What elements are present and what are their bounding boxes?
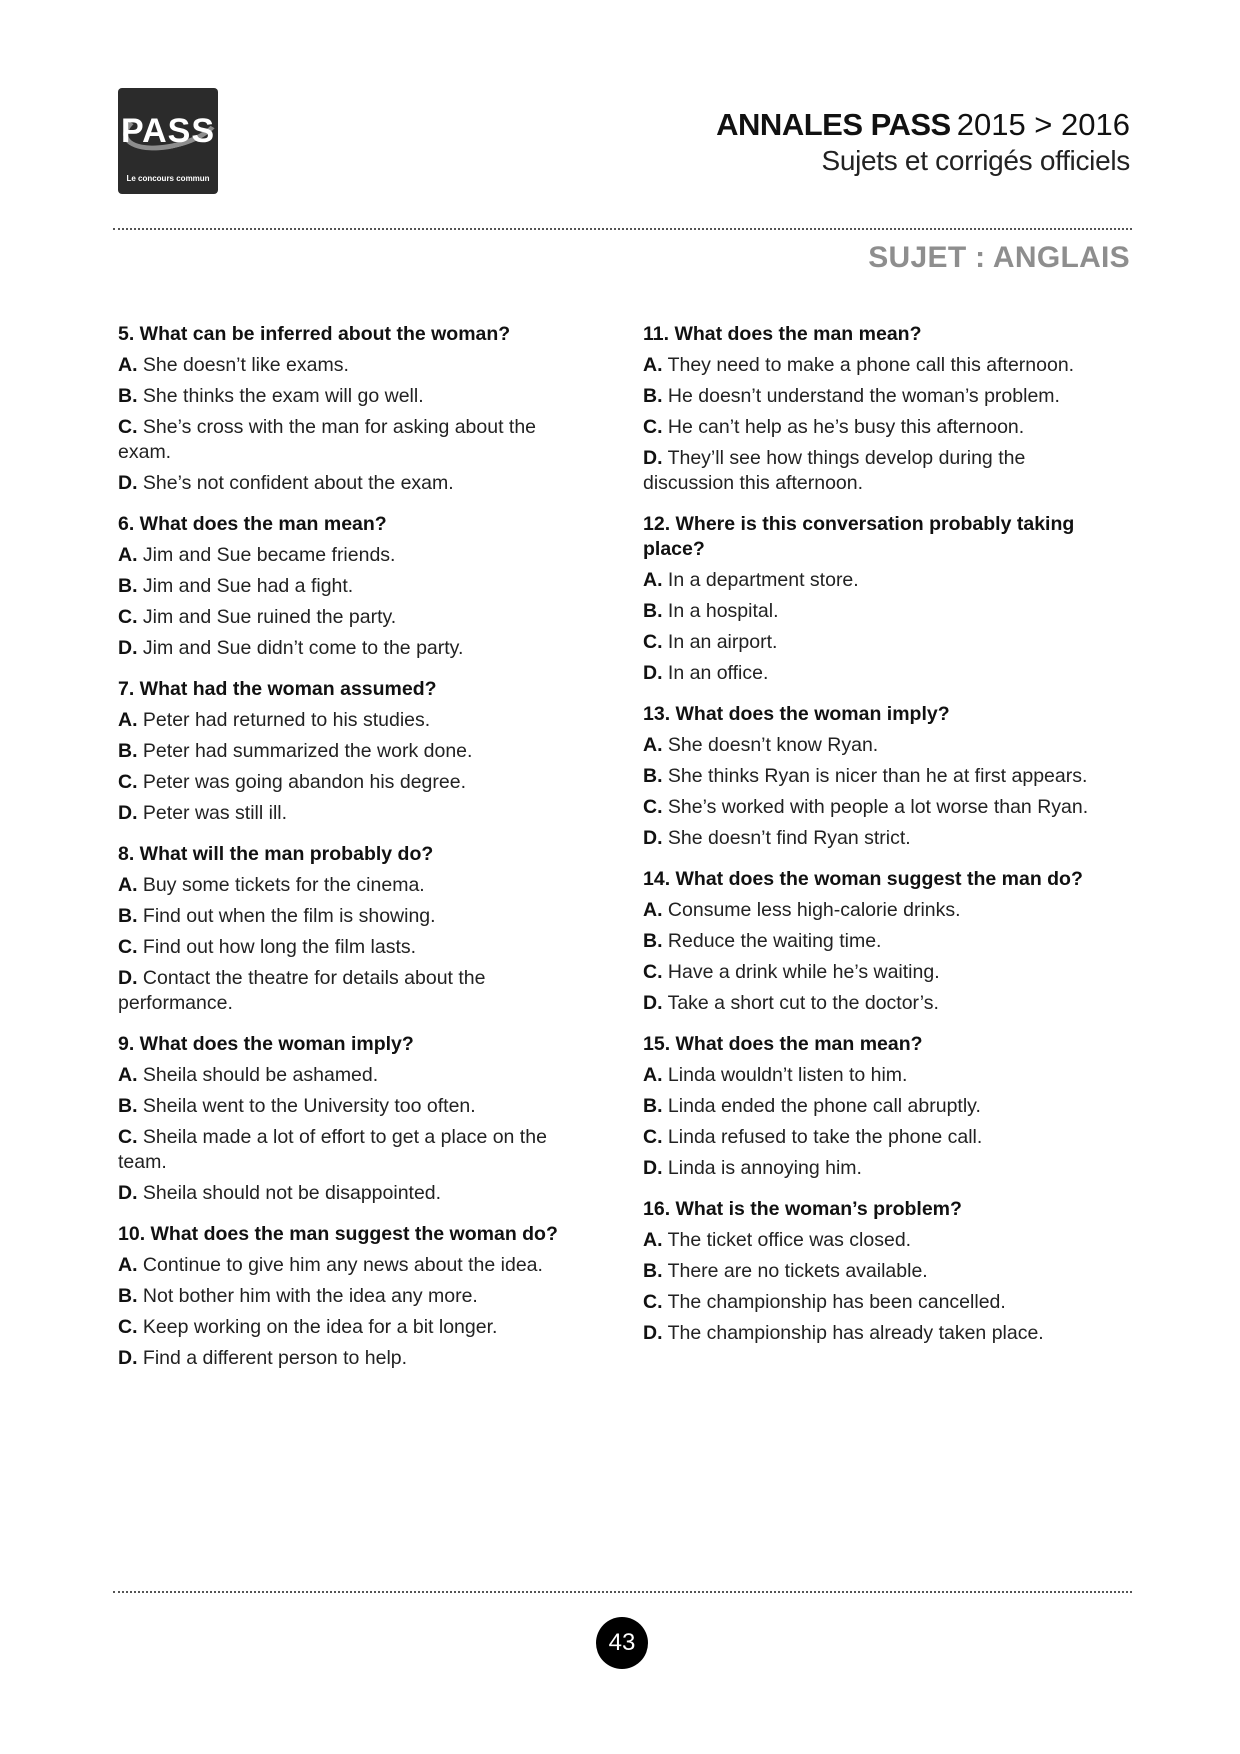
question-text: 9. What does the woman imply? <box>118 1033 414 1055</box>
question-text: 11. What does the man mean? <box>643 323 922 345</box>
option-letter: A. <box>643 569 663 591</box>
option-letter: A. <box>118 1064 138 1086</box>
option-text: She doesn’t find Ryan strict. <box>667 827 911 849</box>
question-block <box>643 322 1113 496</box>
option-text: In a hospital. <box>667 600 779 622</box>
answer-option <box>118 1253 588 1278</box>
option-text: The championship has already taken place. <box>667 1322 1044 1344</box>
answer-option <box>118 966 588 1016</box>
option-letter: A. <box>643 734 663 756</box>
answer-option <box>118 384 588 409</box>
answer-option <box>643 733 1113 758</box>
answer-option <box>643 1063 1113 1088</box>
option-letter: B. <box>643 1095 663 1117</box>
answer-option <box>643 1125 1113 1150</box>
option-text: Continue to give him any news about the idea. <box>142 1254 543 1276</box>
option-letter: D. <box>643 662 663 684</box>
question-text: 6. What does the man mean? <box>118 513 387 535</box>
question-text: 7. What had the woman assumed? <box>118 678 437 700</box>
footer-divider <box>113 1591 1132 1593</box>
question-block <box>118 677 588 826</box>
answer-option <box>118 708 588 733</box>
answer-option <box>643 1259 1113 1284</box>
answer-option <box>118 1346 588 1371</box>
option-letter: A. <box>118 354 138 376</box>
answer-option <box>643 599 1113 624</box>
answer-option <box>118 636 588 661</box>
answer-option <box>643 764 1113 789</box>
option-letter: B. <box>118 1285 138 1307</box>
option-letter: D. <box>643 447 663 469</box>
option-text: He can’t help as he’s busy this afternoon. <box>667 416 1025 438</box>
question-text: 12. Where is this conversation probably taking place? <box>643 513 1075 560</box>
option-letter: B. <box>118 1095 138 1117</box>
answer-option <box>118 415 588 465</box>
option-letter: B. <box>118 740 138 762</box>
question-text: 5. What can be inferred about the woman? <box>118 323 511 345</box>
question-block <box>118 1032 588 1206</box>
option-text: In an airport. <box>667 631 778 653</box>
option-letter: C. <box>643 631 663 653</box>
option-text: The ticket office was closed. <box>667 1229 912 1251</box>
option-letter: D. <box>118 637 138 659</box>
option-letter: C. <box>643 796 663 818</box>
option-text: Peter was going abandon his degree. <box>142 771 466 793</box>
option-letter: B. <box>118 385 138 407</box>
option-letter: C. <box>118 416 138 438</box>
answer-option <box>643 446 1113 496</box>
answer-option <box>118 1125 588 1175</box>
option-letter: C. <box>643 1291 663 1313</box>
answer-option <box>118 935 588 960</box>
answer-option <box>118 1094 588 1119</box>
answer-option <box>118 543 588 568</box>
answer-option <box>118 1315 588 1340</box>
answer-option <box>643 1094 1113 1119</box>
option-letter: C. <box>118 936 138 958</box>
option-text: Jim and Sue didn’t come to the party. <box>142 637 464 659</box>
right-question-column <box>643 322 1113 1362</box>
option-letter: C. <box>118 1316 138 1338</box>
option-text: Find out when the film is showing. <box>142 905 436 927</box>
option-text: She doesn’t know Ryan. <box>667 734 879 756</box>
option-text: Linda is annoying him. <box>667 1157 862 1179</box>
left-question-column <box>118 322 588 1387</box>
header-divider <box>113 228 1132 230</box>
answer-option <box>643 568 1113 593</box>
answer-option <box>118 904 588 929</box>
logo-tagline: Le concours commun <box>126 174 210 183</box>
answer-option <box>118 739 588 764</box>
answer-option <box>118 605 588 630</box>
question-text: 15. What does the man mean? <box>643 1033 923 1055</box>
question-text: 16. What is the woman’s problem? <box>643 1198 962 1220</box>
answer-option <box>643 630 1113 655</box>
answer-option <box>643 1156 1113 1181</box>
option-letter: A. <box>118 1254 138 1276</box>
option-letter: D. <box>118 967 138 989</box>
option-letter: D. <box>643 992 663 1014</box>
logo-name: PASS <box>120 112 216 150</box>
answer-option <box>118 471 588 496</box>
option-text: Consume less high-calorie drinks. <box>667 899 961 921</box>
option-text: Peter was still ill. <box>142 802 288 824</box>
option-letter: C. <box>118 1126 138 1148</box>
option-text: She’s cross with the man for asking about the exam. <box>118 416 537 463</box>
header-subtitle: Sujets et corrigés officiels <box>821 145 1130 176</box>
option-text: Buy some tickets for the cinema. <box>142 874 425 896</box>
question-block <box>118 842 588 1016</box>
header-title-line <box>716 106 1130 144</box>
question-block <box>643 1032 1113 1181</box>
answer-option <box>643 384 1113 409</box>
question-block <box>643 512 1113 686</box>
option-text: Take a short cut to the doctor’s. <box>667 992 939 1014</box>
question-text: 14. What does the woman suggest the man do? <box>643 868 1083 890</box>
option-text: Linda refused to take the phone call. <box>667 1126 983 1148</box>
option-text: Jim and Sue had a fight. <box>142 575 354 597</box>
option-text: In an office. <box>667 662 769 684</box>
answer-option <box>118 574 588 599</box>
option-text: In a department store. <box>667 569 859 591</box>
option-text: She doesn’t like exams. <box>142 354 349 376</box>
option-text: Reduce the waiting time. <box>667 930 882 952</box>
option-letter: A. <box>643 1229 663 1251</box>
option-text: She thinks the exam will go well. <box>142 385 424 407</box>
option-text: Keep working on the idea for a bit longer. <box>142 1316 498 1338</box>
option-text: Have a drink while he’s waiting. <box>667 961 940 983</box>
option-text: There are no tickets available. <box>667 1260 928 1282</box>
option-letter: B. <box>118 575 138 597</box>
option-letter: C. <box>118 606 138 628</box>
answer-option <box>643 929 1113 954</box>
option-letter: B. <box>643 930 663 952</box>
option-text: Linda wouldn’t listen to him. <box>667 1064 908 1086</box>
answer-option <box>643 353 1113 378</box>
question-block <box>118 322 588 496</box>
option-letter: A. <box>118 544 138 566</box>
option-letter: A. <box>643 899 663 921</box>
option-letter: B. <box>643 385 663 407</box>
option-text: Not bother him with the idea any more. <box>142 1285 478 1307</box>
page-number: 43 <box>596 1617 648 1669</box>
option-text: Peter had returned to his studies. <box>142 709 431 731</box>
option-text: Sheila should be ashamed. <box>142 1064 379 1086</box>
option-text: Linda ended the phone call abruptly. <box>667 1095 981 1117</box>
option-text: She’s not confident about the exam. <box>142 472 454 494</box>
question-text: 8. What will the man probably do? <box>118 843 434 865</box>
header-title: ANNALES PASS <box>716 107 951 142</box>
question-block <box>643 867 1113 1016</box>
option-letter: C. <box>643 416 663 438</box>
question-block <box>118 1222 588 1371</box>
answer-option <box>118 770 588 795</box>
option-text: Sheila went to the University too often. <box>142 1095 476 1117</box>
option-text: Peter had summarized the work done. <box>142 740 473 762</box>
pass-logo <box>118 88 218 194</box>
option-letter: C. <box>643 1126 663 1148</box>
question-text: 13. What does the woman imply? <box>643 703 950 725</box>
option-letter: D. <box>118 802 138 824</box>
answer-option <box>118 873 588 898</box>
option-letter: B. <box>643 600 663 622</box>
question-text: 10. What does the man suggest the woman do? <box>118 1223 558 1245</box>
answer-option <box>643 1321 1113 1346</box>
answer-option <box>643 991 1113 1016</box>
subject-heading: SUJET : ANGLAIS <box>868 241 1130 274</box>
option-letter: C. <box>643 961 663 983</box>
answer-option <box>643 826 1113 851</box>
option-text: She’s worked with people a lot worse than Ryan. <box>667 796 1089 818</box>
answer-option <box>643 415 1113 440</box>
option-text: Jim and Sue ruined the party. <box>142 606 397 628</box>
answer-option <box>643 795 1113 820</box>
option-letter: D. <box>118 472 138 494</box>
question-block <box>118 512 588 661</box>
question-block <box>643 1197 1113 1346</box>
answer-option <box>643 960 1113 985</box>
option-text: She thinks Ryan is nicer than he at first appears. <box>667 765 1088 787</box>
option-text: Find out how long the film lasts. <box>142 936 417 958</box>
answer-option <box>118 1181 588 1206</box>
option-text: Find a different person to help. <box>142 1347 408 1369</box>
option-letter: C. <box>118 771 138 793</box>
option-letter: D. <box>118 1182 138 1204</box>
option-text: Sheila should not be disappointed. <box>142 1182 442 1204</box>
option-letter: B. <box>118 905 138 927</box>
option-text: The championship has been cancelled. <box>667 1291 1006 1313</box>
option-text: They’ll see how things develop during the discussion this afternoon. <box>643 447 1026 494</box>
option-letter: D. <box>643 827 663 849</box>
answer-option <box>118 1284 588 1309</box>
option-text: They need to make a phone call this afternoon. <box>667 354 1075 376</box>
answer-option <box>643 1228 1113 1253</box>
option-text: Contact the theatre for details about the performance. <box>118 967 486 1014</box>
option-letter: A. <box>643 354 663 376</box>
question-block <box>643 702 1113 851</box>
option-letter: D. <box>643 1322 663 1344</box>
answer-option <box>118 353 588 378</box>
header-years: 2015 > 2016 <box>956 107 1130 142</box>
option-letter: A. <box>118 709 138 731</box>
answer-option <box>643 898 1113 923</box>
option-text: He doesn’t understand the woman’s problem. <box>667 385 1060 407</box>
option-letter: A. <box>118 874 138 896</box>
answer-option <box>118 801 588 826</box>
option-text: Sheila made a lot of effort to get a place on the team. <box>118 1126 547 1173</box>
option-letter: B. <box>643 765 663 787</box>
option-letter: B. <box>643 1260 663 1282</box>
option-text: Jim and Sue became friends. <box>142 544 396 566</box>
option-letter: D. <box>643 1157 663 1179</box>
answer-option <box>118 1063 588 1088</box>
page-header <box>716 106 1130 178</box>
answer-option <box>643 661 1113 686</box>
answer-option <box>643 1290 1113 1315</box>
option-letter: A. <box>643 1064 663 1086</box>
option-letter: D. <box>118 1347 138 1369</box>
